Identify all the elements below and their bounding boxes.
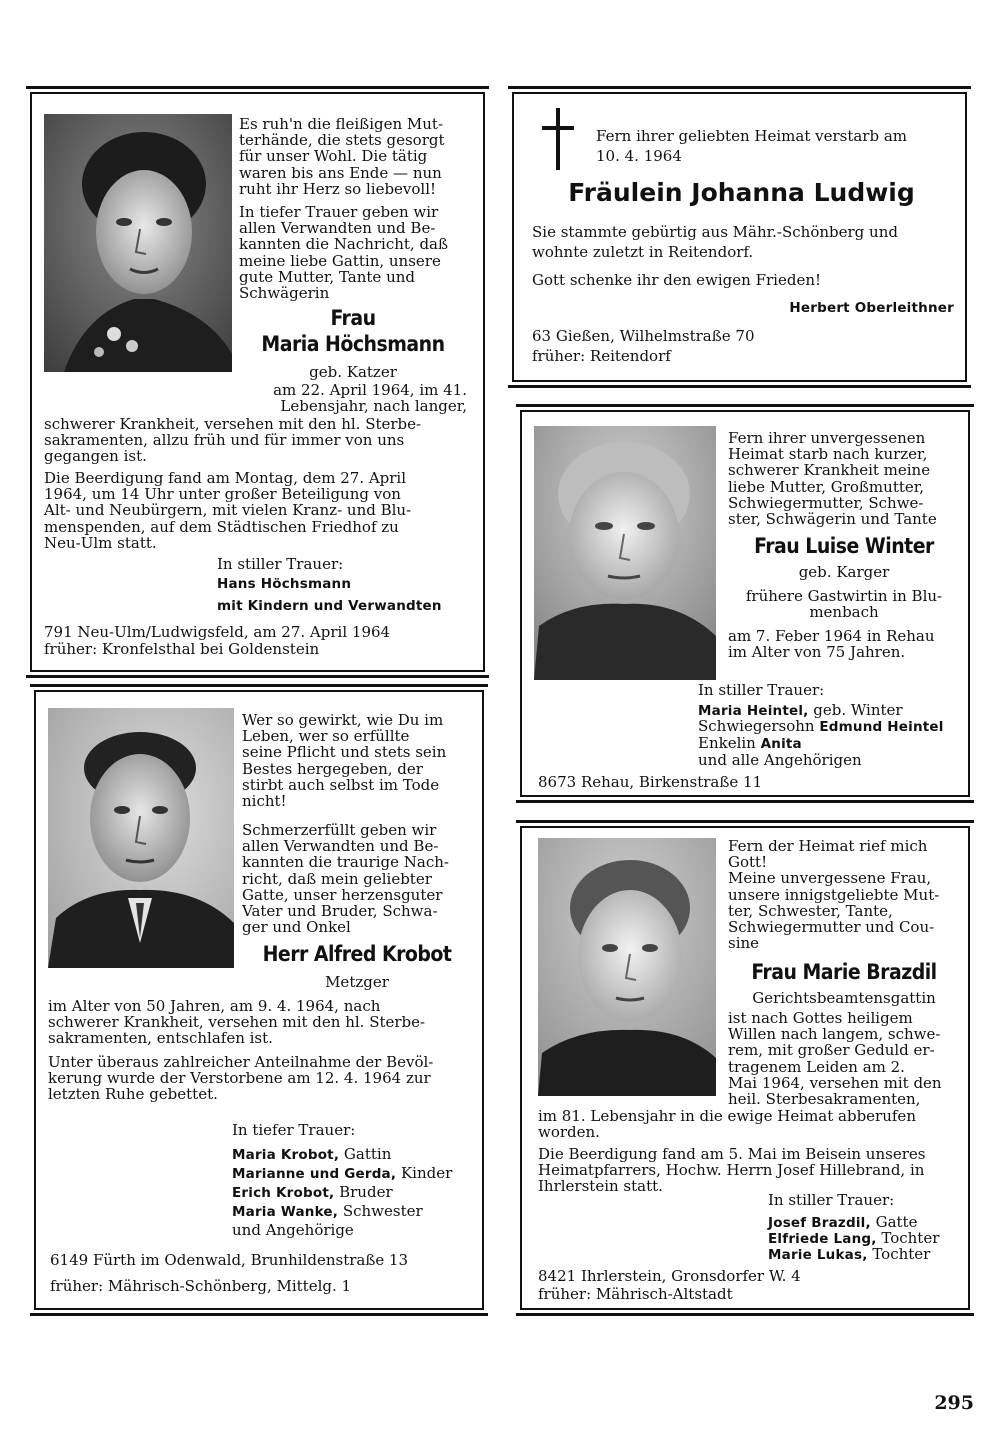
deceased-name: Herr Alfred Krobot [262, 942, 452, 966]
deceased-name: Maria Höchsmann [261, 332, 445, 356]
deceased-name: Fräulein Johanna Ludwig [568, 178, 915, 207]
death-text: schwerer Krankheit, versehen mit den hl. Sterbe- sakramenten, allzu früh und für immer von uns gegangen ist. [44, 415, 422, 466]
death-text: ist nach Gottes heiligem Willen nach langem, schwe- rem, mit großer Geduld er- tragenem Leiden am 2. Mai 1964, versehen mit den heil. Sterbesakramenten, [728, 1009, 942, 1109]
mourner-2: Schwiegersohn Edmund Heintel [698, 717, 944, 735]
mourning-label: In stiller Trauer: [768, 1191, 895, 1209]
intro-text: Fern ihrer unvergessenen Heimat starb nach kurzer, schwerer Krankheit meine liebe Mutter, Großmutter, Schwiegermutter, Schwe- ster, Schwägerin und Tante [728, 429, 937, 529]
mourner-4: Maria Wanke, Schwester [232, 1202, 423, 1220]
mourner-2: Elfriede Lang, Tochter [768, 1229, 940, 1247]
occupation: Metzger [325, 973, 389, 991]
intro-line-1: Fern ihrer geliebten Heimat verstarb am [596, 127, 908, 145]
portrait-photo [48, 708, 234, 968]
portrait-photo [534, 426, 716, 680]
mourner-1: Maria Heintel, geb. Winter [698, 701, 903, 719]
mourner-3: Erich Krobot, Bruder [232, 1183, 393, 1201]
address: 63 Gießen, Wilhelmstraße 70 [532, 327, 755, 345]
obituary-maria-hoechsmann [30, 92, 485, 672]
occupation: Gerichtsbeamtensgattin [752, 989, 936, 1007]
former-address: früher: Mährisch-Altstadt [538, 1285, 733, 1303]
intro-text: Schmerzerfüllt geben wir allen Verwandten und Be- kannten die traurige Nach- richt, daß mein geliebter Gatte, unser herzensguter Vater und Bruder, Schwa- ger und Onkel [242, 821, 449, 937]
former-address: früher: Mährisch-Schönberg, Mittelg. 1 [50, 1277, 352, 1295]
funeral-text: Unter überaus zahlreicher Anteilnahme der Bevöl- kerung wurde der Verstorbene am 12. 4. 1964 zur letzten Ruhe gebettet. [48, 1053, 434, 1104]
signer: Herbert Oberleithner [789, 300, 954, 316]
mourner-4: und alle Angehörigen [698, 751, 862, 769]
cross-icon [538, 108, 578, 170]
page-number: 295 [934, 1392, 974, 1414]
mourning-label: In stiller Trauer: [698, 681, 825, 699]
mourner-family: mit Kindern und Verwandten [217, 598, 442, 614]
deceased-title: Frau [330, 306, 376, 330]
death-text: im Alter von 50 Jahren, am 9. 4. 1964, nach schwerer Krankheit, versehen mit den hl. Sterbe- sakramenten, entschlafen ist. [48, 997, 426, 1048]
obituary-luise-winter [520, 410, 970, 797]
intro-text: Fern der Heimat rief mich Gott! Meine unvergessene Frau, unsere innigstgeliebte Mut- ter, Schwester, Tante, Schwiegermutter und Cou- sine [728, 837, 940, 953]
obituary-alfred-krobot [34, 690, 484, 1310]
portrait-photo [44, 114, 232, 372]
origin-line-2: wohnte zuletzt in Reitendorf. [532, 243, 754, 261]
mourner-5: und Angehörige [232, 1221, 354, 1239]
mourner-1: Maria Krobot, Gattin [232, 1145, 392, 1163]
blessing: Gott schenke ihr den ewigen Frieden! [532, 271, 822, 289]
intro-line-2: 10. 4. 1964 [596, 147, 682, 165]
occupation: frühere Gastwirtin in Blu- menbach [745, 587, 943, 622]
address: 8421 Ihrlerstein, Gronsdorfer W. 4 [538, 1267, 801, 1285]
verse: Es ruh'n die fleißigen Mut- terhände, die stets gesorgt für unser Wohl. Die tätig waren bis ans Ende — nun ruht ihr Herz so liebevoll! [239, 115, 445, 198]
verse: Wer so gewirkt, wie Du im Leben, wer so erfüllte seine Pflicht und stets sein Bestes hergegeben, der stirbt auch selbst im Tode nicht! [242, 711, 447, 811]
mourner-3: Enkelin Anita [698, 734, 802, 752]
mourning-label: In tiefer Trauer: [232, 1121, 356, 1139]
address: 6149 Fürth im Odenwald, Brunhildenstraße 13 [50, 1251, 409, 1269]
death-text-continued: im 81. Lebensjahr in die ewige Heimat abberufen worden. [538, 1107, 916, 1142]
funeral-text: Die Beerdigung fand am 5. Mai im Beisein unseres Heimatpfarrers, Hochw. Herrn Josef Hillebrand, in Ihrlerstein statt. [538, 1145, 926, 1196]
portrait-photo [538, 838, 716, 1096]
intro-text: In tiefer Trauer geben wir allen Verwandten und Be- kannten die Nachricht, daß meine liebe Gattin, unsere gute Mutter, Tante und Schwägerin [239, 203, 449, 303]
mourning-label: In stiller Trauer: [217, 555, 344, 573]
mourner-name: Hans Höchsmann [217, 576, 352, 592]
deceased-name: Frau Luise Winter [754, 534, 934, 558]
obituary-marie-brazdil [520, 826, 970, 1310]
former-address: früher: Reitendorf [532, 347, 671, 365]
address: 791 Neu-Ulm/Ludwigsfeld, am 27. April 1964 [44, 623, 391, 641]
mourner-3: Marie Lukas, Tochter [768, 1245, 931, 1263]
mourner-2: Marianne und Gerda, Kinder [232, 1164, 453, 1182]
former-address: früher: Kronfelsthal bei Goldenstein [44, 640, 320, 658]
origin-line-1: Sie stammte gebürtig aus Mähr.-Schönberg und [532, 223, 898, 241]
obituary-johanna-ludwig [512, 92, 967, 382]
funeral-text: Die Beerdigung fand am Montag, dem 27. April 1964, um 14 Uhr unter großer Beteiligung von Alt- und Neubürgern, mit vielen Kranz- und Blu- menspenden, auf dem Städtischen Friedhof zu Neu-Ulm statt. [44, 469, 412, 552]
birth-name: geb. Katzer [309, 363, 397, 381]
death-date: am 22. April 1964, im 41. Lebensjahr, nach langer, [273, 381, 467, 416]
deceased-name: Frau Marie Brazdil [751, 960, 937, 984]
mourner-1: Josef Brazdil, Gatte [768, 1213, 918, 1231]
birth-name: geb. Karger [798, 563, 890, 581]
address: 8673 Rehau, Birkenstraße 11 [538, 773, 763, 791]
death-date: am 7. Feber 1964 in Rehau im Alter von 75 Jahren. [728, 627, 935, 662]
